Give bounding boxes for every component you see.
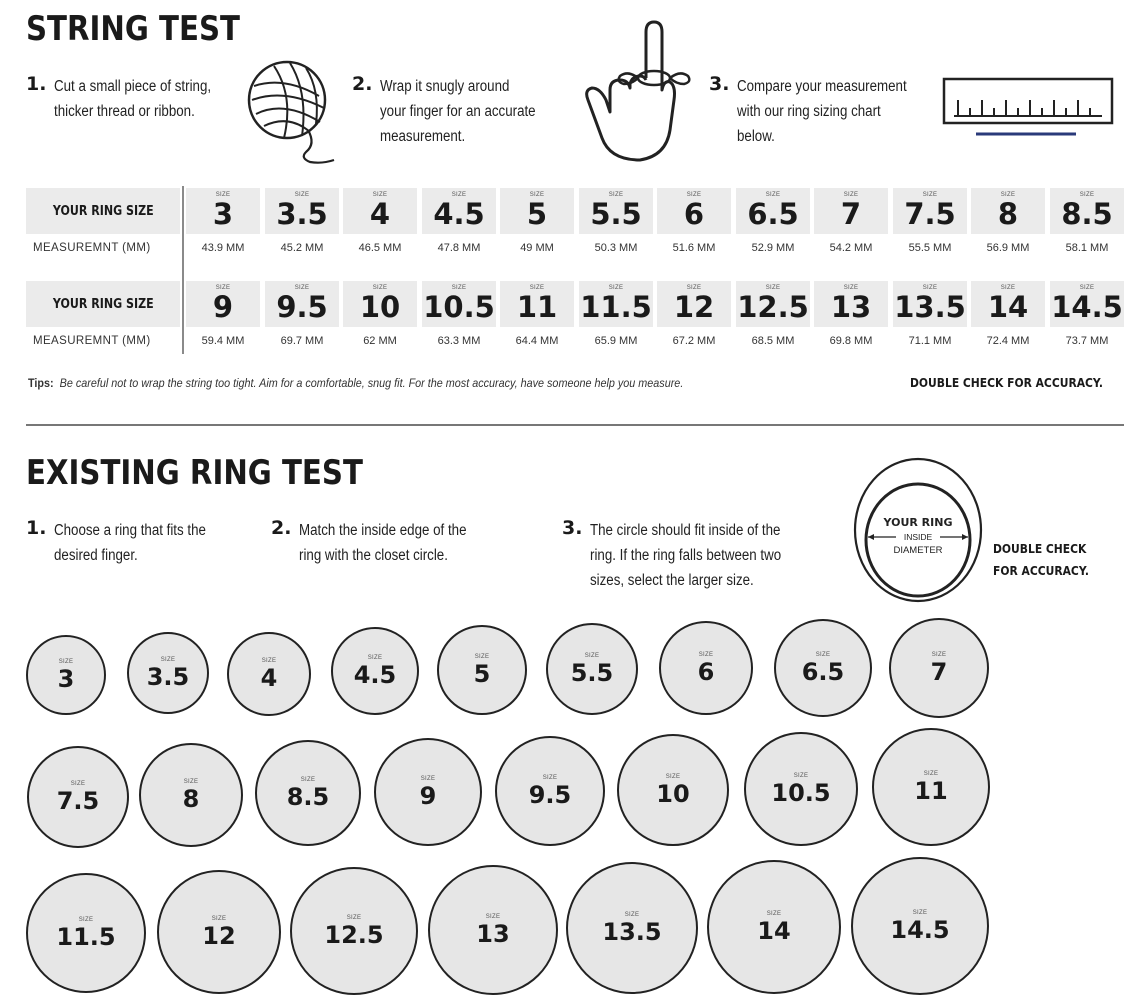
ring-size-circle: SIZE 11.5 [26,873,146,993]
measurement-value: 43.9 MM [201,242,245,254]
size-cell: SIZE 7 [814,188,888,234]
ring-size-circle: SIZE 5.5 [546,623,638,715]
circle-size-value: 3.5 [146,662,190,691]
ring-step-3-number: 3. [562,517,583,539]
measurement-value: 54.2 MM [829,242,873,254]
measurement-value: 47.8 MM [437,242,481,254]
circle-size-value: 12.5 [324,920,384,949]
ring-step-1-text: Choose a ring that fits the desired finger. [54,522,206,564]
measurement-value: 64.4 MM [515,335,559,347]
ring-step-3-text: The circle should fit inside of the ring. If the ring falls between two sizes, select the larger size. [590,522,782,589]
size-value: 9.5 [276,290,328,324]
ring-size-circle: SIZE 11 [872,728,990,846]
size-cell: SIZE 11.5 [579,281,653,327]
measurement-value: 52.9 MM [751,242,795,254]
measurement-value: 69.8 MM [829,335,873,347]
size-cell: SIZE 14.5 [1050,281,1124,327]
circle-size-value: 14.5 [890,915,950,944]
ring-size-circle: SIZE 14 [707,860,841,994]
size-cell: SIZE 5.5 [579,188,653,234]
size-value: 10.5 [423,290,495,324]
measurement-value: 50.3 MM [594,242,638,254]
measurement-value: 65.9 MM [594,335,638,347]
circle-size-value: 10 [656,779,690,808]
ring-size-circle: SIZE 9 [374,738,482,846]
size-value: 7 [840,197,862,231]
size-cell: SIZE 9 [186,281,260,327]
size-cell: SIZE 13.5 [893,281,967,327]
circle-size-value: 11 [914,776,948,805]
size-value: 8 [997,197,1019,231]
size-value: 4.5 [433,197,485,231]
size-value: 3 [212,197,234,231]
circle-size-value: 6 [697,657,715,686]
ring-size-circle: SIZE 4.5 [331,627,419,715]
ring-size-circle: SIZE 8.5 [255,740,361,846]
size-cell: SIZE 8 [971,188,1045,234]
ring-size-circle: SIZE 10.5 [744,732,858,846]
circle-size-value: 13 [476,919,510,948]
string-step-1-text: Cut a small piece of string, thicker thread or ribbon. [54,78,212,120]
ring-size-circle: SIZE 8 [139,743,243,847]
ring-size-circle: SIZE 6.5 [774,619,872,717]
size-cell: SIZE 12 [657,281,731,327]
measurement-row-header: MEASUREMNT (MM) [33,335,151,347]
circle-size-value: 5.5 [570,658,614,687]
size-cell: SIZE 13 [814,281,888,327]
size-cell: SIZE 5 [500,188,574,234]
measurement-value: 69.7 MM [280,335,324,347]
ring-size-circle: SIZE 12.5 [290,867,418,995]
measurement-value: 67.2 MM [672,335,716,347]
ring-size-circle: SIZE 13 [428,865,558,995]
size-cell: SIZE 14 [971,281,1045,327]
circle-size-value: 6.5 [801,657,845,686]
circle-size-value: 9 [419,781,437,810]
circle-size-value: 8 [182,784,200,813]
ruler-icon [942,76,1116,140]
circle-size-value: 7 [930,657,948,686]
ring-size-circle: SIZE 4 [227,632,311,716]
circle-size-value: 13.5 [602,917,662,946]
measurement-value: 63.3 MM [437,335,481,347]
ring-diagram-line1: YOUR RING [883,516,953,529]
table-divider-line [182,186,184,354]
ring-step-2-text: Match the inside edge of the ring with the closet circle. [299,522,467,564]
measurement-value: 51.6 MM [672,242,716,254]
existing-ring-test-title: EXISTING RING TEST [26,453,363,493]
circle-size-value: 3 [57,664,75,693]
ring-size-circle: SIZE 9.5 [495,736,605,846]
circle-size-value: 4.5 [353,660,397,689]
size-value: 7.5 [904,197,956,231]
ring-diagram-line3: DIAMETER [893,545,943,556]
size-cell: SIZE 10.5 [422,281,496,327]
string-step-3-text: Compare your measurement with our ring sizing chart below. [737,78,907,145]
ring-size-circle: SIZE 13.5 [566,862,698,994]
circle-size-value: 14 [757,916,791,945]
size-cell: SIZE 9.5 [265,281,339,327]
circle-size-value: 7.5 [56,786,100,815]
size-value: 13.5 [894,290,966,324]
string-step-1-number: 1. [26,73,47,95]
size-value: 5.5 [590,197,642,231]
string-test-title: STRING TEST [26,9,240,49]
yarn-ball-icon [244,56,344,168]
size-value: 6.5 [747,197,799,231]
measurement-value: 62 MM [363,335,397,347]
size-value: 14.5 [1051,290,1123,324]
size-cell: SIZE 7.5 [893,188,967,234]
size-value: 10 [359,290,401,324]
ring-step-1-number: 1. [26,517,47,539]
string-step-2-number: 2. [352,73,373,95]
size-cell: SIZE 3.5 [265,188,339,234]
measurement-value: 68.5 MM [751,335,795,347]
size-value: 5 [526,197,548,231]
circle-size-value: 9.5 [528,780,572,809]
size-cell: SIZE 3 [186,188,260,234]
size-cell: SIZE 12.5 [736,281,810,327]
ring-size-circle: SIZE 14.5 [851,857,989,995]
measurement-value: 55.5 MM [908,242,952,254]
size-value: 3.5 [276,197,328,231]
size-row-header: YOUR RING SIZE [26,188,180,234]
measurement-value: 59.4 MM [201,335,245,347]
size-value: 11.5 [580,290,652,324]
measurement-value: 56.9 MM [986,242,1030,254]
ring-double-check: DOUBLE CHECK FOR ACCURACY. [993,541,1089,578]
ring-diagram-line2: INSIDE [903,532,933,542]
size-cell: SIZE 4 [343,188,417,234]
ring-size-circle: SIZE 3.5 [127,632,209,714]
section-divider [26,424,1124,426]
size-value: 6 [683,197,705,231]
ring-size-circle: SIZE 5 [437,625,527,715]
size-cell: SIZE 10 [343,281,417,327]
size-cell: SIZE 4.5 [422,188,496,234]
circle-size-value: 10.5 [771,778,831,807]
size-value: 8.5 [1061,197,1113,231]
ring-size-circle: SIZE 6 [659,621,753,715]
circle-size-value: 8.5 [286,782,330,811]
circle-size-value: 5 [473,659,491,688]
size-cell: SIZE 6 [657,188,731,234]
ring-size-circle: SIZE 3 [26,635,106,715]
circle-size-value: 4 [260,663,278,692]
size-value: 13 [830,290,872,324]
size-value: 9 [212,290,234,324]
circle-size-value: 11.5 [56,922,116,951]
ring-size-circle: SIZE 12 [157,870,281,994]
string-step-3-number: 3. [709,73,730,95]
finger-string-icon [580,20,698,165]
measurement-value: 71.1 MM [908,335,952,347]
size-row-header: YOUR RING SIZE [26,281,180,327]
size-value: 12 [673,290,715,324]
measurement-value: 46.5 MM [358,242,402,254]
size-value: 14 [987,290,1029,324]
ring-size-circle: SIZE 7.5 [27,746,129,848]
string-step-2-text: Wrap it snugly around your finger for an accurate measurement. [380,78,536,145]
string-double-check: DOUBLE CHECK FOR ACCURACY. [910,375,1104,390]
measurement-value: 73.7 MM [1065,335,1109,347]
ring-size-circle: SIZE 10 [617,734,729,846]
size-cell: SIZE 6.5 [736,188,810,234]
size-value: 4 [369,197,391,231]
size-value: 12.5 [737,290,809,324]
tips-text: Tips: Be careful not to wrap the string too tight. Aim for a comfortable, snug fit. For the most accuracy, have someone help you measure. [28,376,684,390]
ring-diagram-icon [852,456,984,604]
circle-size-value: 12 [202,921,236,950]
measurement-value: 49 MM [520,242,554,254]
measurement-row-header: MEASUREMNT (MM) [33,242,151,254]
ring-step-2-number: 2. [271,517,292,539]
measurement-value: 72.4 MM [986,335,1030,347]
measurement-value: 45.2 MM [280,242,324,254]
size-cell: SIZE 11 [500,281,574,327]
measurement-value: 58.1 MM [1065,242,1109,254]
size-value: 11 [516,290,558,324]
size-cell: SIZE 8.5 [1050,188,1124,234]
ring-size-circle: SIZE 7 [889,618,989,718]
